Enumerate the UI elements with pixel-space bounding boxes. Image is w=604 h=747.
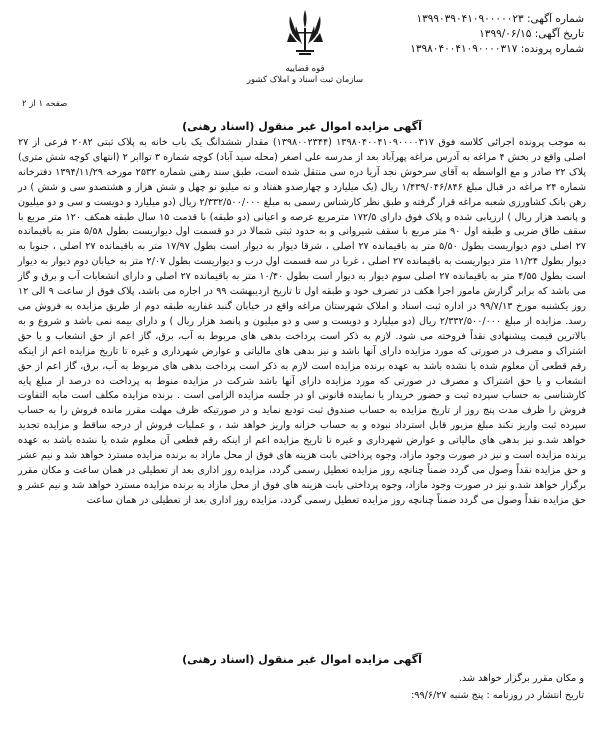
organization-logo <box>245 6 365 116</box>
notice-body: به موجب پرونده اجرائی کلاسه فوق ۱۳۹۸۰۴۰۰۴۱۰۹۰۰۰۰۳۱۷ (۱۳۹۸۰۰۲۳۴۴) مقدار ششدانگ یک باب خانه به پلاک ثبتی ۲۰۸۲ فرعی از ۲۷ اصلی واقع در بخش ۴ مراغه به آدرس مراغه پهرآباد بعد از مدرسه علی اصغر (محله سید آباد) کوچه شماره ۳ تواابر ۲ (انتهای کوچه شش متری) پلاک ۲۲ صادر و مع الواسطه به آقای سرخوش نجد آریا دره سی منتقل شده است، طبق سند رهنی شماره ۲۵۳۲ مورخه ۱۳۹۴/۱۱/۲۹ دفترخانه شماره ۲۴ مراغه در قبال مبلغ ۱/۴۳۹/۰۴۶/۸۴۶ ریال (یک میلیارد و چهارصدو هفتاد و نه میلیو نو چهل و شش هزار و هشتصدو سی و شش ) در رهن بانک کشاورزی شعبه مراغه قرار گرفته و طبق نظر کارشناس رسمی به مبلغ ۲/۳۳۲/۵۰۰/۰۰۰ ریال (دو میلیارد و دویست و سی و دو میلیون و پانصد هزار ریال ) ارزیابی شده و پلاک فوق دارای ۱۷۲/۵ مترمربع عرصه و اعیانی (دو طبقه) با قدمت ۱۵ سال طبقه همکف ۱۲۰ متر مربع با سقف طاق ضربی و طبقه اول ۹۰ متر مربع با سقف شیروانی و به حدود ثبتی شمالا در دو قسمت اول دیواریست بطول ۵/۵۸ متر به باقیمانده ۲۷ اصلی دوم دیواریست بطول ۵/۵۰ متر به باقیمانده ۲۷ اصلی ، شرقا دیوار به دیوار است بطول ۱۷/۹۷ متر به باقیمانده ۲۷ اصلی ، جنوبا به دیوار بطول ۱۱/۲۴ متر دیواریست به باقیمانده ۲۷ اصلی ، غربا در سه قسمت اول درب و دیواریست بطول ۲/۰۷ متر به خیابان دوم دیوار به دیوار است بطول ۴/۵۵ متر به باقیمانده ۲۷ اصلی سوم دیوار به دیوار است بطول ۱۰/۴۰ متر به باقیمانده ۲۷ اصلی و دارای انشعابات آب و برق و گاز می باشد که برابر گزارش مامور اجرا هکف در تصرف خود و طبقه اول تا تاریخ اردیبهشت ۹۹ در اجاره می باشد، پلاک فوق از ساعت ۹ الی ۱۲ روز یکشنبه مورخ ۹۹/۷/۱۳ در اداره ثبت اسناد و املاک شهرستان مراغه واقع در خیابان گنبد غفاریه طبقه دوم از طریق مزایده به فروش می رسد. مزایده از مبلغ ۲/۳۳۲/۵۰۰/۰۰۰ ریال (دو میلیارد و دویست و سی و دو میلیون و پانصد هزار ریال ) و دارای بیمه نمی باشد و شروع و به بالاترین قیمت پیشنهادی نقداً فروخته می شود. لازم به ذکر است پرداخت بدهی های مربوط به آب، برق، گاز اعم از حق انشعاب و یا حق اشتراک و مصرف در صورتی که مورد مزایده دارای آنها باشد و نیز بدهی های مالیاتی و عوارض شهرداری و غیره تا تاریخ مزایده اعم از اینکه رقم قطعی آن معلوم شده یا نشده باشد به عهده برنده مزایده است لازم به ذکر است پرداخت بدهی های مربوط به آب، برق، گاز اعم از حق انشعاب و یا حق اشتراک و مصرف در صورتی که مورد مزایده دارای آنها باشد شرکت در مزایده منوط به پرداخت ده درصد از مبلغ پایه کارشناسی به حساب سپرده ثبت و حضور خریدار یا نماینده قانونی او در جلسه مزایده الزامی است . برنده مزایده مکلف است مابه التفاوت فروش را ظرف مدت پنج روز از تاریخ مزایده به حساب صندوق ثبت تودیع نماید و در صورتیکه ظرف مهلت مقرر مانده فروش را به حساب سپرده ثبت واریز نکند مبلغ مزبور قابل استرداد نبوده و به حساب خزانه واریز خواهد شد ، و عملیات فروش از درجه ساقط و مزایده تجدید خواهد شد.و نیز بدهی های مالیاتی و عوارض شهرداری و غیره تا تاریخ مزایده اعم از اینکه رقم قطعی آن معلوم شده یا نشده باشد به عهده برنده مزایده است و نیز در صورت وجود مازاد، وجوه پرداختی بابت هزینه های فوق از محل مازاد به برنده مزایده مسترد خواهد شد و نیم عشر و حق مزایده نقداً وصول می گردد ضمناً چنانچه روز مزایده تعطیل رسمی گردد، مزایده روز اداری بعد از تعطیلی در همان ساعت و مکان مقرر برگزار خواهد شد.و نیز در صورت وجود مازاد، وجوه پرداختی بابت هزینه های فوق از محل مازاد به برنده مزایده مسترد خواهد شد و نیم عشر و حق مزایده نقداً وصول می گردد ضمناً چنانچه روز مزایده تعطیل رسمی گردد، مزایده روز اداری بعد از تعطیلی در همان ساعت <box>18 137 587 506</box>
notice-date-label: تاریخ آگهی: <box>534 28 584 40</box>
org-line-registry: سازمان ثبت اسناد و املاک کشور <box>246 75 364 85</box>
notice-date: ۱۳۹۹/۰۶/۱۵ <box>479 28 532 40</box>
notice-date-row <box>332 27 584 42</box>
notice-number: ۱۳۹۹۰۳۹۰۴۱۰۹۰۰۰۰۰۲۳ <box>416 13 524 25</box>
footer-publish-date: تاریخ انتشار در روزنامه : پنج شنبه ۹۹/۶/۲۷: <box>411 690 584 701</box>
notice-subtitle: آگهی مزایده اموال غیر منقول (اسناد رهنی) <box>182 653 422 666</box>
notice-metadata <box>332 12 584 57</box>
judiciary-emblem-icon <box>282 6 328 64</box>
org-line-judiciary: قوه قضاییه <box>285 64 325 74</box>
file-number-row <box>332 42 584 57</box>
footer-venue-line: و مکان مقرر برگزار خواهد شد. <box>458 673 584 684</box>
page-indicator: صفحه ۱ از ۲ <box>22 99 68 109</box>
notice-title: آگهی مزایده اموال غیر منقول (اسناد رهنی) <box>182 120 422 133</box>
notice-number-row <box>332 12 584 27</box>
notice-number-label: شماره آگهی: <box>526 13 584 25</box>
file-number-label: شماره پرونده: <box>520 43 584 55</box>
file-number: ۱۳۹۸۰۴۰۰۴۱۰۹۰۰۰۰۳۱۷ <box>410 43 518 55</box>
